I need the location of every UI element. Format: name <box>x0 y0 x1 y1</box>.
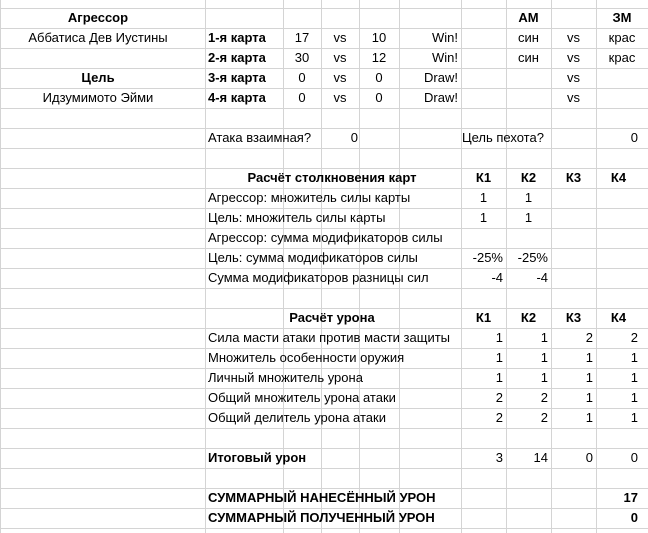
damage-row-2-k1[interactable]: 1 <box>495 350 503 365</box>
infantry-value[interactable]: 0 <box>630 130 638 145</box>
map-1-result[interactable]: Win! <box>432 30 458 45</box>
damage-row-2-k4[interactable]: 1 <box>630 350 638 365</box>
map-3-a[interactable]: 0 <box>298 70 306 85</box>
collision-header-k1[interactable]: К1 <box>475 170 492 185</box>
target-label-cell[interactable]: Цель <box>81 70 115 85</box>
map-2-result[interactable]: Win! <box>432 50 458 65</box>
damage-header-k2[interactable]: К2 <box>520 310 537 325</box>
total-damage-k1[interactable]: 3 <box>495 450 503 465</box>
map-2-am[interactable]: син <box>518 50 539 65</box>
damage-row-4-k3[interactable]: 1 <box>585 390 593 405</box>
aggressor-label-cell[interactable]: Агрессор <box>67 10 129 25</box>
total-received-value[interactable]: 0 <box>630 510 638 525</box>
map-3-vs[interactable]: vs <box>333 70 347 85</box>
damage-row-1-k2[interactable]: 1 <box>540 330 548 345</box>
collision-header-k4[interactable]: К4 <box>610 170 627 185</box>
total-received-label[interactable]: СУММАРНЫЙ ПОЛУЧЕННЫЙ УРОН <box>208 510 435 525</box>
damage-row-4-k2[interactable]: 2 <box>540 390 548 405</box>
damage-row-2-k2[interactable]: 1 <box>540 350 548 365</box>
damage-row-1-k4[interactable]: 2 <box>630 330 638 345</box>
collision-title[interactable]: Расчёт столкновения карт <box>247 170 417 185</box>
map-1-vs2[interactable]: vs <box>567 30 580 45</box>
total-damage-k3[interactable]: 0 <box>585 450 593 465</box>
map-1-am[interactable]: син <box>518 30 539 45</box>
collision-header-k2[interactable]: К2 <box>520 170 537 185</box>
damage-header-k4[interactable]: К4 <box>610 310 627 325</box>
map-3-result[interactable]: Draw! <box>424 70 458 85</box>
mutual-attack-label[interactable]: Атака взаимная? <box>208 130 312 145</box>
map-1-a[interactable]: 17 <box>294 30 310 45</box>
damage-row-4-label[interactable]: Общий множитель урона атаки <box>208 390 396 405</box>
collision-header-k3[interactable]: К3 <box>565 170 582 185</box>
map-4-a[interactable]: 0 <box>298 90 306 105</box>
damage-row-3-label[interactable]: Личный множитель урона <box>208 370 363 385</box>
collision-row-1-k2[interactable]: 1 <box>524 190 533 205</box>
damage-row-5-k2[interactable]: 2 <box>540 410 548 425</box>
damage-row-4-k4[interactable]: 1 <box>630 390 638 405</box>
collision-row-3-label[interactable]: Агрессор: сумма модификаторов силы <box>208 230 443 245</box>
map-4-result[interactable]: Draw! <box>424 90 458 105</box>
map-2-vs[interactable]: vs <box>333 50 347 65</box>
map-2-b[interactable]: 12 <box>371 50 387 65</box>
map-2-vs2[interactable]: vs <box>567 50 580 65</box>
damage-row-1-k3[interactable]: 2 <box>585 330 593 345</box>
damage-row-2-k3[interactable]: 1 <box>585 350 593 365</box>
map-2-label[interactable]: 2-я карта <box>208 50 266 65</box>
total-damage-k4[interactable]: 0 <box>630 450 638 465</box>
damage-header-k3[interactable]: К3 <box>565 310 582 325</box>
map-2-zm[interactable]: крас <box>608 50 636 65</box>
map-4-b[interactable]: 0 <box>375 90 383 105</box>
damage-row-5-k1[interactable]: 2 <box>495 410 503 425</box>
aggressor-name-cell[interactable]: Аббатиса Дев Иустины <box>28 30 168 45</box>
damage-row-1-label[interactable]: Сила масти атаки против масти защиты <box>208 330 451 345</box>
collision-row-5-k1[interactable]: -4 <box>491 270 503 285</box>
damage-row-5-k3[interactable]: 1 <box>585 410 593 425</box>
total-damage-k2[interactable]: 14 <box>533 450 548 465</box>
map-4-vs[interactable]: vs <box>333 90 347 105</box>
collision-row-1-label[interactable]: Агрессор: множитель силы карты <box>208 190 411 205</box>
col-am-header[interactable]: АМ <box>518 10 539 25</box>
total-damage-label[interactable]: Итоговый урон <box>208 450 307 465</box>
damage-row-3-k3[interactable]: 1 <box>585 370 593 385</box>
map-2-a[interactable]: 30 <box>294 50 310 65</box>
map-3-vs2[interactable]: vs <box>567 70 580 85</box>
collision-row-2-label[interactable]: Цель: множитель силы карты <box>208 210 386 225</box>
map-1-b[interactable]: 10 <box>371 30 387 45</box>
collision-row-4-k2[interactable]: -25% <box>517 250 548 265</box>
collision-row-4-k1[interactable]: -25% <box>472 250 503 265</box>
map-1-zm[interactable]: крас <box>608 30 636 45</box>
damage-row-5-k4[interactable]: 1 <box>630 410 638 425</box>
infantry-label[interactable]: Цель пехота? <box>462 130 544 145</box>
damage-row-4-k1[interactable]: 2 <box>495 390 503 405</box>
damage-title[interactable]: Расчёт урона <box>289 310 375 325</box>
collision-row-1-k1[interactable]: 1 <box>479 190 488 205</box>
damage-row-3-k2[interactable]: 1 <box>540 370 548 385</box>
map-4-label[interactable]: 4-я карта <box>208 90 266 105</box>
damage-row-3-k1[interactable]: 1 <box>495 370 503 385</box>
collision-row-5-k2[interactable]: -4 <box>536 270 548 285</box>
collision-row-2-k1[interactable]: 1 <box>479 210 488 225</box>
map-1-label[interactable]: 1-я карта <box>208 30 266 45</box>
map-3-b[interactable]: 0 <box>375 70 383 85</box>
map-3-label[interactable]: 3-я карта <box>208 70 266 85</box>
damage-row-3-k4[interactable]: 1 <box>630 370 638 385</box>
damage-row-1-k1[interactable]: 1 <box>495 330 503 345</box>
map-1-vs[interactable]: vs <box>333 30 347 45</box>
collision-row-5-label[interactable]: Сумма модификаторов разницы сил <box>208 270 429 285</box>
map-4-vs2[interactable]: vs <box>567 90 580 105</box>
damage-header-k1[interactable]: К1 <box>475 310 492 325</box>
mutual-attack-value[interactable]: 0 <box>350 130 358 145</box>
target-name-cell[interactable]: Идзумимото Эйми <box>42 90 154 105</box>
damage-row-5-label[interactable]: Общий делитель урона атаки <box>208 410 386 425</box>
collision-row-4-label[interactable]: Цель: сумма модификаторов силы <box>208 250 418 265</box>
damage-row-2-label[interactable]: Множитель особенности оружия <box>208 350 405 365</box>
col-zm-header[interactable]: ЗМ <box>612 10 632 25</box>
total-dealt-value[interactable]: 17 <box>623 490 638 505</box>
collision-row-2-k2[interactable]: 1 <box>524 210 533 225</box>
total-dealt-label[interactable]: СУММАРНЫЙ НАНЕСЁННЫЙ УРОН <box>208 490 436 505</box>
